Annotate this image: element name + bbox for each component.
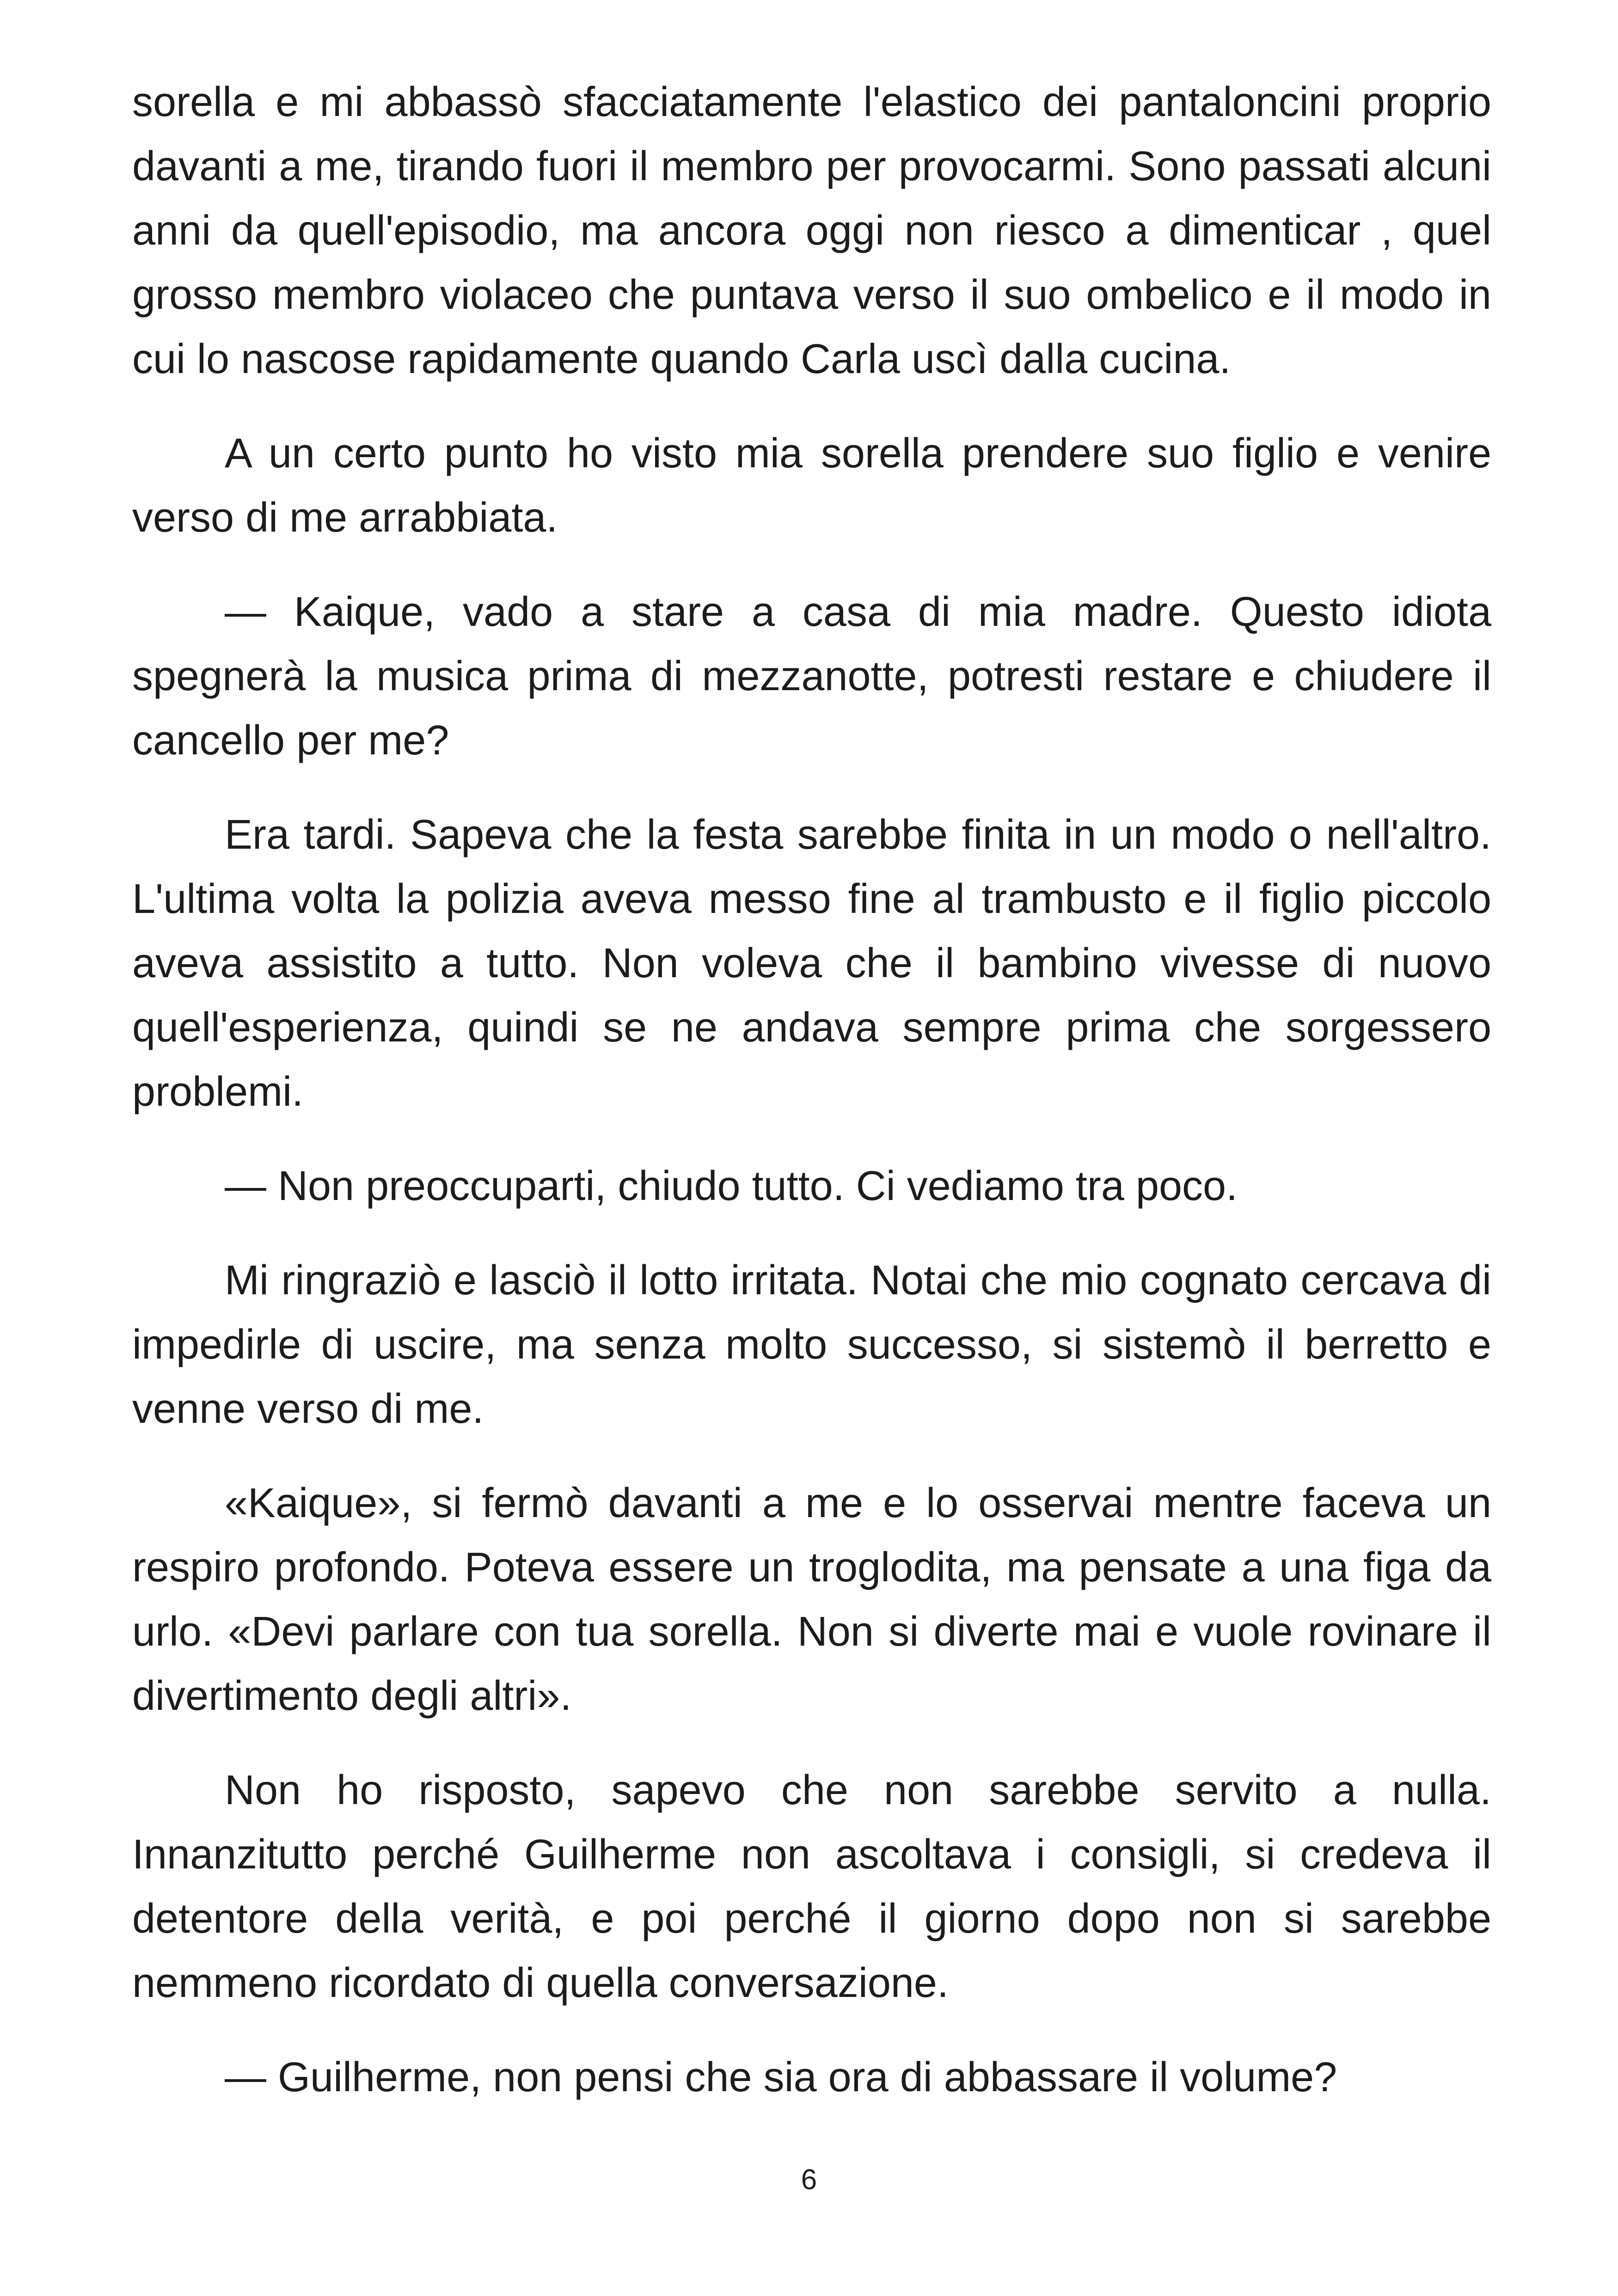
paragraph-dialogue: — Non preoccuparti, chiudo tutto. Ci vediamo tra poco. (225, 1163, 1238, 1209)
body-text (132, 70, 1491, 2140)
paragraph: Era tardi. Sapeva che la festa sarebbe finita in un modo o nell'altro. L'ultima volta la polizia aveva messo fine al trambusto e il figlio piccolo aveva assistito a tutto. Non voleva che il bambino vivesse di nuovo quell'esperienza, quindi se ne andava sempre prima che sorgessero problemi. (132, 812, 1491, 1115)
paragraph-dialogue: — Guilherme, non pensi che sia ora di abbassare il volume? (225, 2054, 1337, 2100)
paragraph-dialogue: «Kaique», si fermò davanti a me e lo osservai mentre faceva un respiro profondo. Poteva essere un troglodita, ma pensate a una figa da urlo. «Devi parlare con tua sorella. Non si diverte mai e vuole rovinare il divertimento degli altri». (132, 1480, 1491, 1719)
paragraph-continuation: sorella e mi abbassò sfacciatamente l'elastico dei pantaloncini proprio davanti a me, tirando fuori il membro per provocarmi. Sono passati alcuni anni da quell'episodio, ma ancora oggi non riesco a dimenticar , quel grosso membro violaceo che puntava verso il suo ombelico e il modo in cui lo nascose rapidamente quando Carla uscì dalla cucina. (132, 79, 1491, 382)
page-number: 6 (801, 2164, 817, 2196)
paragraph-dialogue: — Kaique, vado a stare a casa di mia madre. Questo idiota spegnerà la musica prima di mezzanotte, potresti restare e chiudere il cancello per me? (132, 589, 1491, 764)
paragraph: A un certo punto ho visto mia sorella prendere suo figlio e venire verso di me arrabbiata. (132, 430, 1491, 541)
paragraph: Mi ringraziò e lasciò il lotto irritata. Notai che mio cognato cercava di impedirle di uscire, ma senza molto successo, si sistemò il berretto e venne verso di me. (132, 1257, 1491, 1432)
paragraph: Non ho risposto, sapevo che non sarebbe servito a nulla. Innanzitutto perché Guilherme non ascoltava i consigli, si credeva il detentore della verità, e poi perché il giorno dopo non si sarebbe nemmeno ricordato di quella conversazione. (132, 1767, 1491, 2006)
